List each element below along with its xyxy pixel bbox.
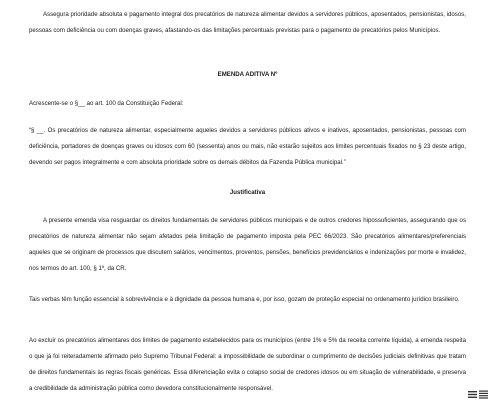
paragraph-justification-1: A presente emenda visa resguardar os direitos fundamentais de servidores públicos municipais e de outros credores hipossuficientes, assegurando que os precatórios de natureza alimentar não sejam afetados pela limitação de pagamento imposta pela PEC 66/2023. São precatórios alimentares/preferenciais aqueles que se originam de processos que discutem salários, vencimentos, proventos, pensões, benefícios previdenciários e indenizações por morte e invalidez, nos termos do art. 100, § 1º, da CR. [29,217,466,272]
paragraph-instruction: Acrescente-se o §__ ao art. 100 da Constituição Federal: [29,100,184,107]
justification-heading: Justificativa [229,189,266,196]
paragraph-amendment-text: “§ __. Os precatórios de natureza alimentar, especialmente aqueles devidos a servidores públicos ativos e inativos, aposentados, pensionistas, pessoas com deficiência, portadores de doenças graves ou idosos com 60 (sessenta) anos ou mais, não estarão sujeitos aos limites percentuais fixados no § 23 deste artigo, devendo ser pagos integralmente e com absoluta prioridade sobre os demais débitos da Fazenda Pública municipal.” [29,127,466,166]
viewer-controls [468,384,490,396]
paragraph-justification-3: Ao excluir os precatórios alimentares dos limites de pagamento estabelecidos para os municípios (entre 1% e 5% da receita corrente líquida), a emenda respeita o que já foi reiteradamente afirmado pelo Supremo Tribunal Federal: a impossibilidade de subordinar o cumprimento de decisões judiciais definitivas que tratam de direitos fundamentais às regras fiscais genéricas. Essa diferenciação evita o colapso social de credores idosos ou em situação de vulnerabilidade, e preserva a credibilidade da administração pública como devedora constitucionalmente responsável. [29,337,466,392]
paragraph-justification-2: Tais verbas têm função essencial à sobrevivência e à dignidade da pessoa humana e, por isso, gozam de proteção especial no ordenamento jurídico brasileiro. [29,296,460,303]
paragraph-ementa: Assegura prioridade absoluta e pagamento integral dos precatórios de natureza alimentar devidos a servidores públicos, aposentados, pensionistas, idosos, pessoas com deficiência ou com doenças graves, afastando-os das limitações percentuais previstas para o pagamento de precatórios pelos Municípios. [29,11,466,34]
scroll-icon[interactable] [479,386,488,395]
amendment-heading: EMENDA ADITIVA Nº [217,71,278,78]
menu-icon[interactable] [468,386,477,395]
